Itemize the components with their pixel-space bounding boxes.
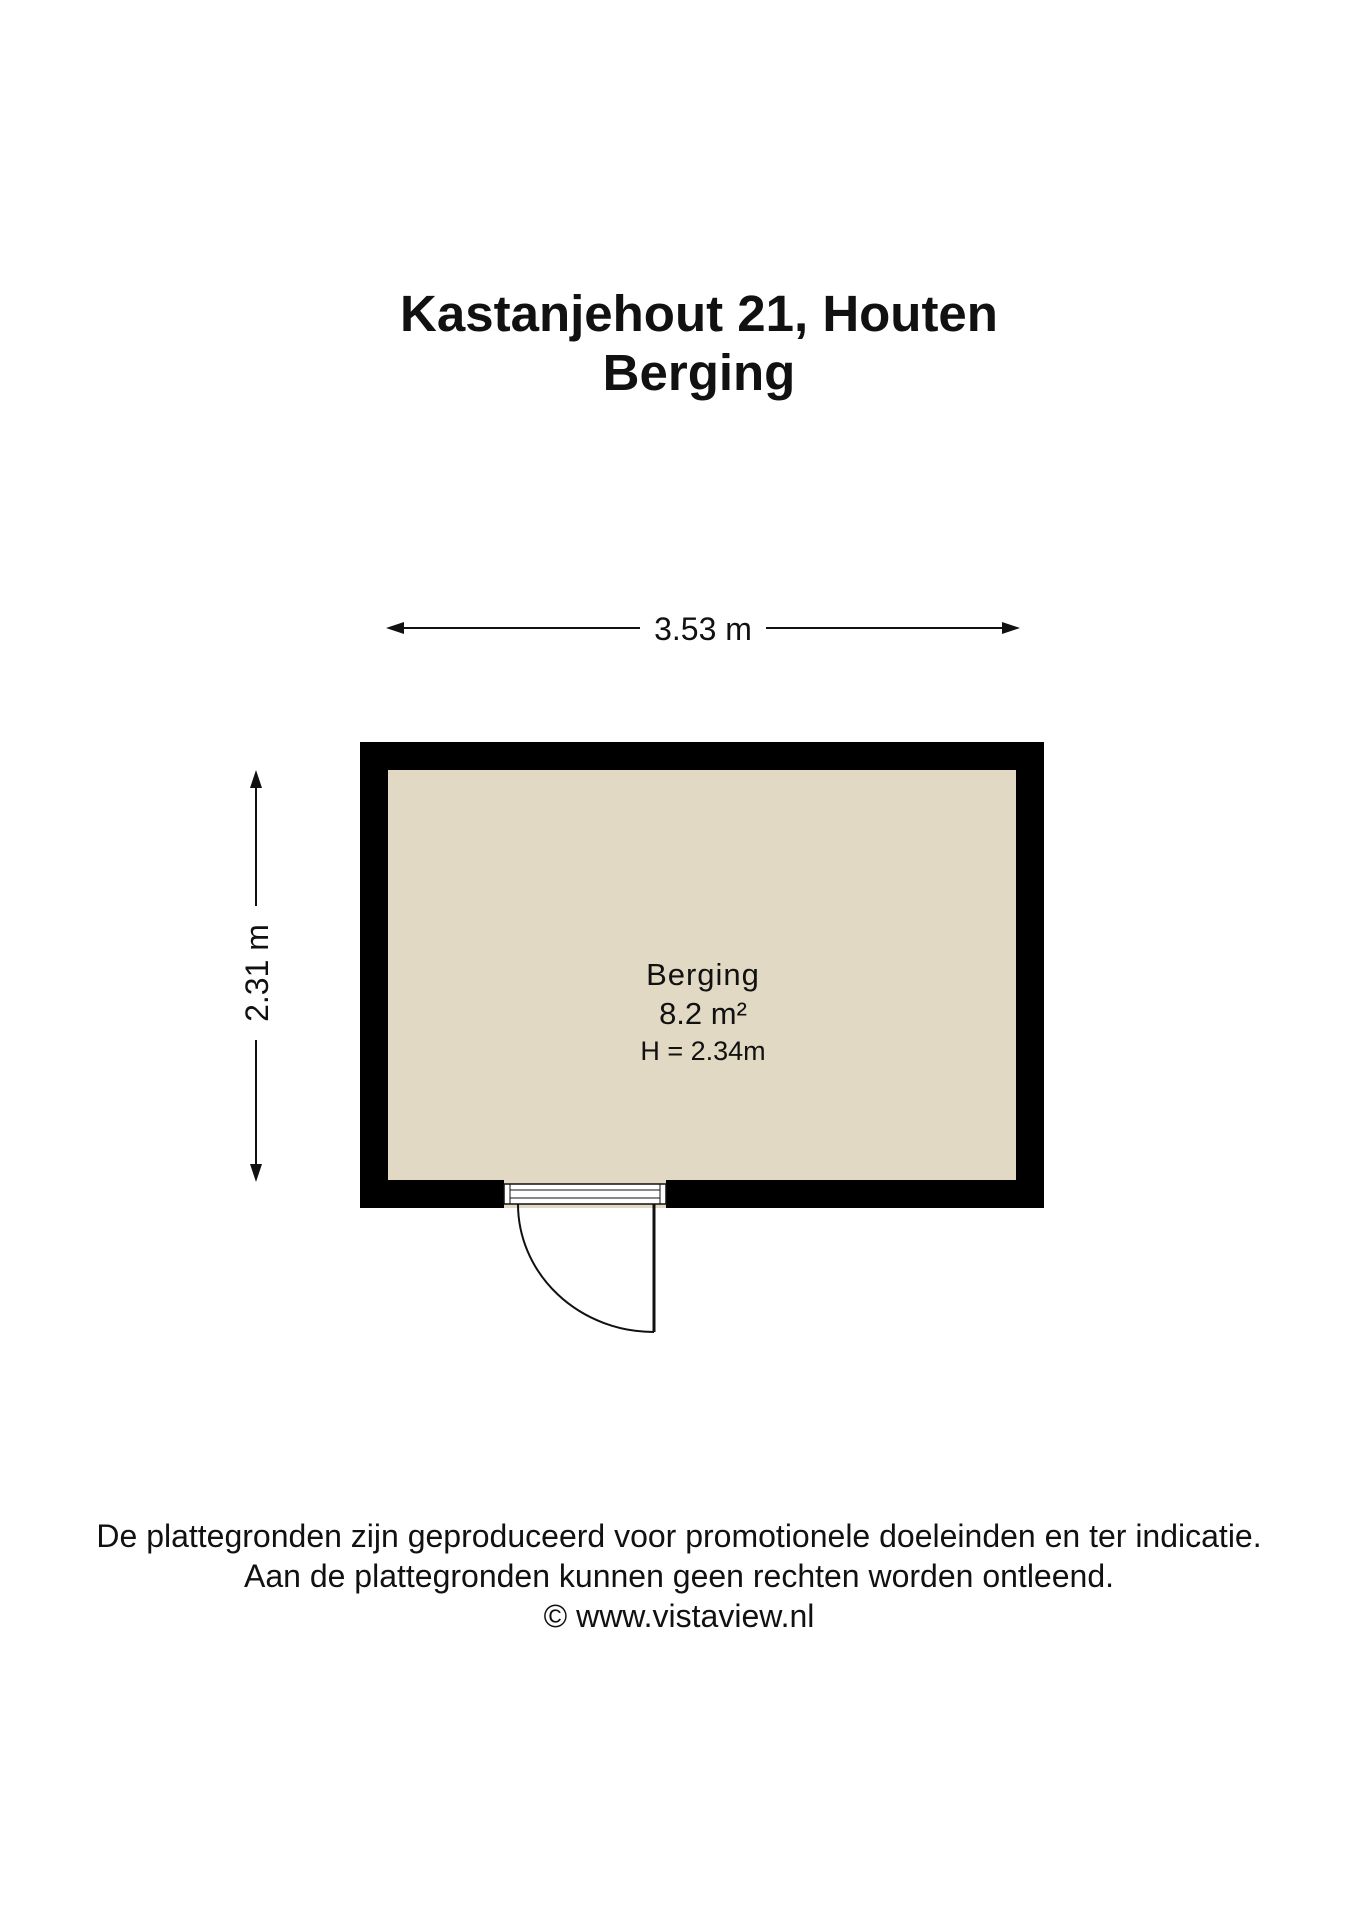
room-area: 8.2 m²	[659, 996, 747, 1031]
disclaimer-line-1: De plattegronden zijn geproduceerd voor promotionele doeleinden en ter indicatie.	[96, 1518, 1262, 1554]
arrow-left-icon	[386, 622, 404, 634]
wall-top	[360, 742, 1044, 770]
wall-bottom-left	[360, 1180, 504, 1208]
arrow-right-icon	[1002, 622, 1020, 634]
page-title: Kastanjehout 21, Houten	[400, 285, 998, 342]
wall-left	[360, 742, 388, 1208]
floor-subtitle: Berging	[602, 344, 796, 401]
depth-dimension	[239, 770, 275, 1182]
arrow-down-icon	[250, 1164, 262, 1182]
arrow-up-icon	[250, 770, 262, 788]
depth-dimension-label: 2.31 m	[239, 924, 275, 1022]
door-swing	[518, 1204, 654, 1332]
width-dimension	[386, 611, 1020, 647]
door-opening	[504, 1184, 666, 1204]
copyright-link[interactable]: © www.vistaview.nl	[543, 1598, 815, 1634]
room-berging	[360, 742, 1044, 1332]
door-swing-arc	[518, 1204, 654, 1332]
room-name: Berging	[646, 957, 760, 992]
wall-right	[1016, 742, 1044, 1208]
width-dimension-label: 3.53 m	[654, 611, 752, 647]
wall-bottom-right	[666, 1180, 1044, 1208]
room-height: H = 2.34m	[640, 1036, 766, 1066]
door-threshold	[504, 1184, 666, 1204]
disclaimer-line-2: Aan de plattegronden kunnen geen rechten worden ontleend.	[243, 1558, 1114, 1594]
footer	[0, 1516, 1358, 1636]
